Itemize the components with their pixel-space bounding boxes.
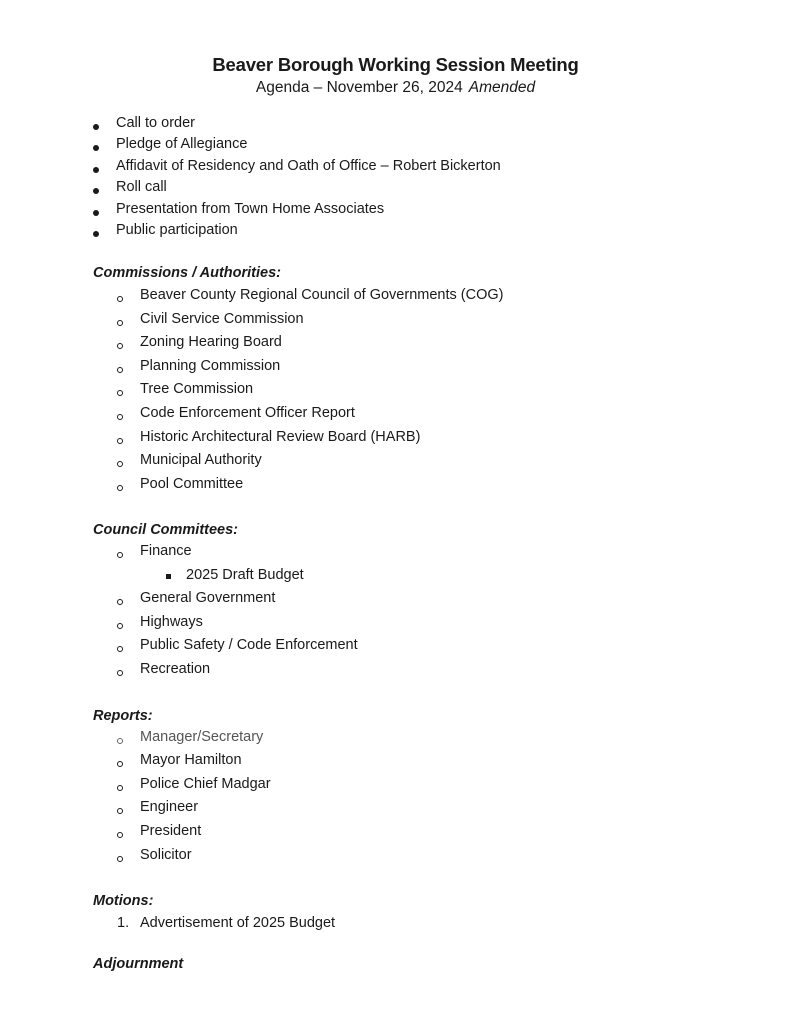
circle-bullet-icon bbox=[117, 390, 123, 396]
council-heading: Council Committees: bbox=[93, 522, 239, 538]
report-item: Police Chief Madgar bbox=[140, 776, 271, 792]
bullet-icon bbox=[93, 167, 99, 173]
report-item: Manager/Secretary bbox=[140, 729, 264, 745]
council-item: Highways bbox=[140, 614, 203, 630]
circle-bullet-icon bbox=[117, 320, 123, 326]
council-item-finance: Finance bbox=[140, 543, 192, 559]
agenda-date: Agenda – November 26, 2024 bbox=[255, 79, 463, 96]
reports-heading: Reports: bbox=[93, 708, 153, 724]
circle-bullet-icon bbox=[117, 485, 123, 491]
circle-bullet-icon bbox=[117, 808, 123, 814]
report-item: Solicitor bbox=[140, 847, 192, 863]
circle-bullet-icon bbox=[117, 761, 123, 767]
circle-bullet-icon bbox=[117, 738, 123, 744]
report-item: President bbox=[140, 823, 202, 839]
circle-bullet-icon bbox=[117, 461, 123, 467]
adjournment-heading: Adjournment bbox=[93, 956, 184, 972]
council-item: Recreation bbox=[140, 661, 211, 677]
circle-bullet-icon bbox=[117, 832, 123, 838]
circle-bullet-icon bbox=[117, 438, 123, 444]
circle-bullet-icon bbox=[117, 856, 123, 862]
bullet-icon bbox=[93, 145, 99, 151]
commission-item: Planning Commission bbox=[140, 358, 281, 374]
commission-item: Historic Architectural Review Board (HARB) bbox=[140, 429, 421, 445]
circle-bullet-icon bbox=[117, 367, 123, 373]
bullet-icon bbox=[93, 124, 99, 130]
circle-bullet-icon bbox=[117, 599, 123, 605]
finance-subitem: 2025 Draft Budget bbox=[186, 567, 304, 583]
commissions-heading: Commissions / Authorities: bbox=[93, 265, 281, 281]
agenda-item: Public participation bbox=[116, 222, 238, 238]
square-bullet-icon bbox=[166, 574, 171, 579]
motion-number: 1. bbox=[117, 915, 130, 931]
circle-bullet-icon bbox=[117, 343, 123, 349]
commission-item: Municipal Authority bbox=[140, 452, 262, 468]
motions-heading: Motions: bbox=[93, 893, 154, 909]
commission-item: Code Enforcement Officer Report bbox=[140, 405, 355, 421]
amended-label: Amended bbox=[468, 79, 536, 96]
commission-item: Pool Committee bbox=[140, 476, 244, 492]
page-subtitle bbox=[0, 79, 791, 97]
commission-item: Beaver County Regional Council of Governments (COG) bbox=[140, 287, 504, 303]
page-title: Beaver Borough Working Session Meeting bbox=[212, 54, 579, 75]
circle-bullet-icon bbox=[117, 785, 123, 791]
council-item: General Government bbox=[140, 590, 276, 606]
agenda-item: Pledge of Allegiance bbox=[116, 136, 248, 152]
circle-bullet-icon bbox=[117, 414, 123, 420]
report-item: Engineer bbox=[140, 799, 199, 815]
agenda-item: Call to order bbox=[116, 115, 195, 131]
report-item: Mayor Hamilton bbox=[140, 752, 242, 768]
circle-bullet-icon bbox=[117, 646, 123, 652]
bullet-icon bbox=[93, 231, 99, 237]
council-item: Public Safety / Code Enforcement bbox=[140, 637, 358, 653]
circle-bullet-icon bbox=[117, 296, 123, 302]
agenda-item: Presentation from Town Home Associates bbox=[116, 201, 385, 217]
circle-bullet-icon bbox=[117, 670, 123, 676]
circle-bullet-icon bbox=[117, 623, 123, 629]
circle-bullet-icon bbox=[117, 552, 123, 558]
bullet-icon bbox=[93, 188, 99, 194]
bullet-icon bbox=[93, 210, 99, 216]
commission-item: Zoning Hearing Board bbox=[140, 334, 282, 350]
commission-item: Tree Commission bbox=[140, 381, 254, 397]
agenda-item: Roll call bbox=[116, 179, 167, 195]
commission-item: Civil Service Commission bbox=[140, 311, 304, 327]
agenda-item: Affidavit of Residency and Oath of Office – Robert Bickerton bbox=[116, 158, 501, 174]
motion-item: Advertisement of 2025 Budget bbox=[140, 915, 336, 931]
